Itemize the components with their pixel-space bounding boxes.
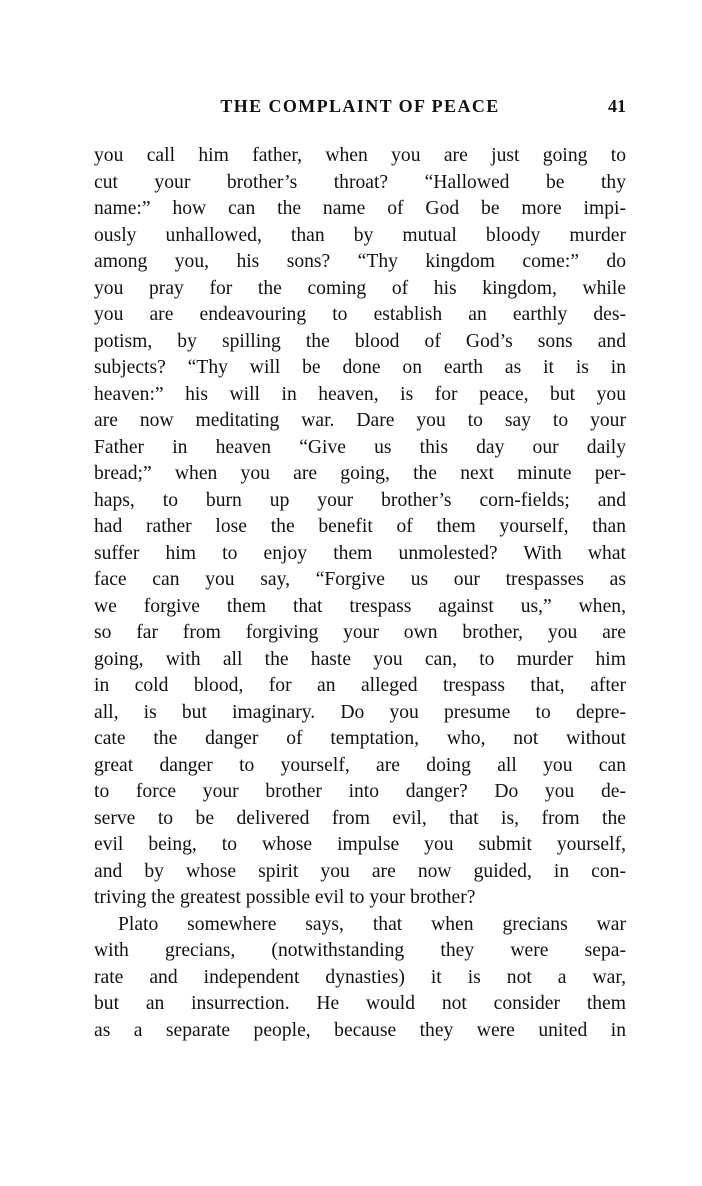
text-line: great danger to yourself, are doing all you can xyxy=(94,754,626,776)
text-line: suffer him to enjoy them unmolested? With what xyxy=(94,542,626,564)
text-line: heaven:” his will in heaven, is for peace, but you xyxy=(94,383,626,405)
text-line: are now meditating war. Dare you to say to your xyxy=(94,410,626,431)
text-line: going, with all the haste you can, to murder him xyxy=(94,648,626,670)
running-title: THE COMPLAINT OF PEACE xyxy=(220,96,500,116)
text-line: you call him father, when you are just going to xyxy=(94,145,626,166)
text-line: but an insurrection. He would not consider them xyxy=(94,993,626,1014)
page-number: 41 xyxy=(608,96,626,116)
text-line: so far from forgiving your own brother, you are xyxy=(94,622,626,643)
text-line: in cold blood, for an alleged trespass that, after xyxy=(94,675,626,696)
text-line: potism, by spilling the blood of God’s sons and xyxy=(94,330,626,352)
text-line: among you, his sons? “Thy kingdom come:” do xyxy=(94,251,626,272)
running-header xyxy=(94,96,626,124)
text-line: triving the greatest possible evil to your brother? xyxy=(94,887,476,908)
text-line: haps, to burn up your brother’s corn-fields; and xyxy=(94,489,626,511)
text-line: face can you say, “Forgive us our trespasses as xyxy=(94,569,626,590)
body-text xyxy=(94,143,626,1044)
text-line: with grecians, (notwithstanding they were sepa- xyxy=(94,940,626,961)
text-line: to force your brother into danger? Do you de- xyxy=(94,781,626,802)
text-line: had rather lose the benefit of them yourself, than xyxy=(94,516,626,537)
text-line: as a separate people, because they were united in xyxy=(94,1019,626,1041)
text-line: Father in heaven “Give us this day our daily xyxy=(94,436,626,458)
text-line: all, is but imaginary. Do you presume to depre- xyxy=(94,701,626,723)
text-line: cut your brother’s throat? “Hallowed be thy xyxy=(94,171,626,193)
text-line: we forgive them that trespass against us,” when, xyxy=(94,595,626,617)
text-line: rate and independent dynasties) it is not a war, xyxy=(94,966,626,988)
text-line: cate the danger of temptation, who, not without xyxy=(94,728,626,749)
text-line: evil being, to whose impulse you submit yourself, xyxy=(94,834,626,855)
text-line: you are endeavouring to establish an earthly des- xyxy=(94,304,626,325)
text-line: ously unhallowed, than by mutual bloody murder xyxy=(94,224,626,246)
text-line: you pray for the coming of his kingdom, while xyxy=(94,277,626,299)
text-line: name:” how can the name of God be more impi- xyxy=(94,198,626,219)
text-line: serve to be delivered from evil, that is, from the xyxy=(94,807,626,829)
text-line: and by whose spirit you are now guided, in con- xyxy=(94,860,626,882)
text-line: Plato somewhere says, that when grecians war xyxy=(118,913,626,935)
text-line: subjects? “Thy will be done on earth as it is in xyxy=(94,357,626,378)
text-line: bread;” when you are going, the next minute per- xyxy=(94,463,626,484)
